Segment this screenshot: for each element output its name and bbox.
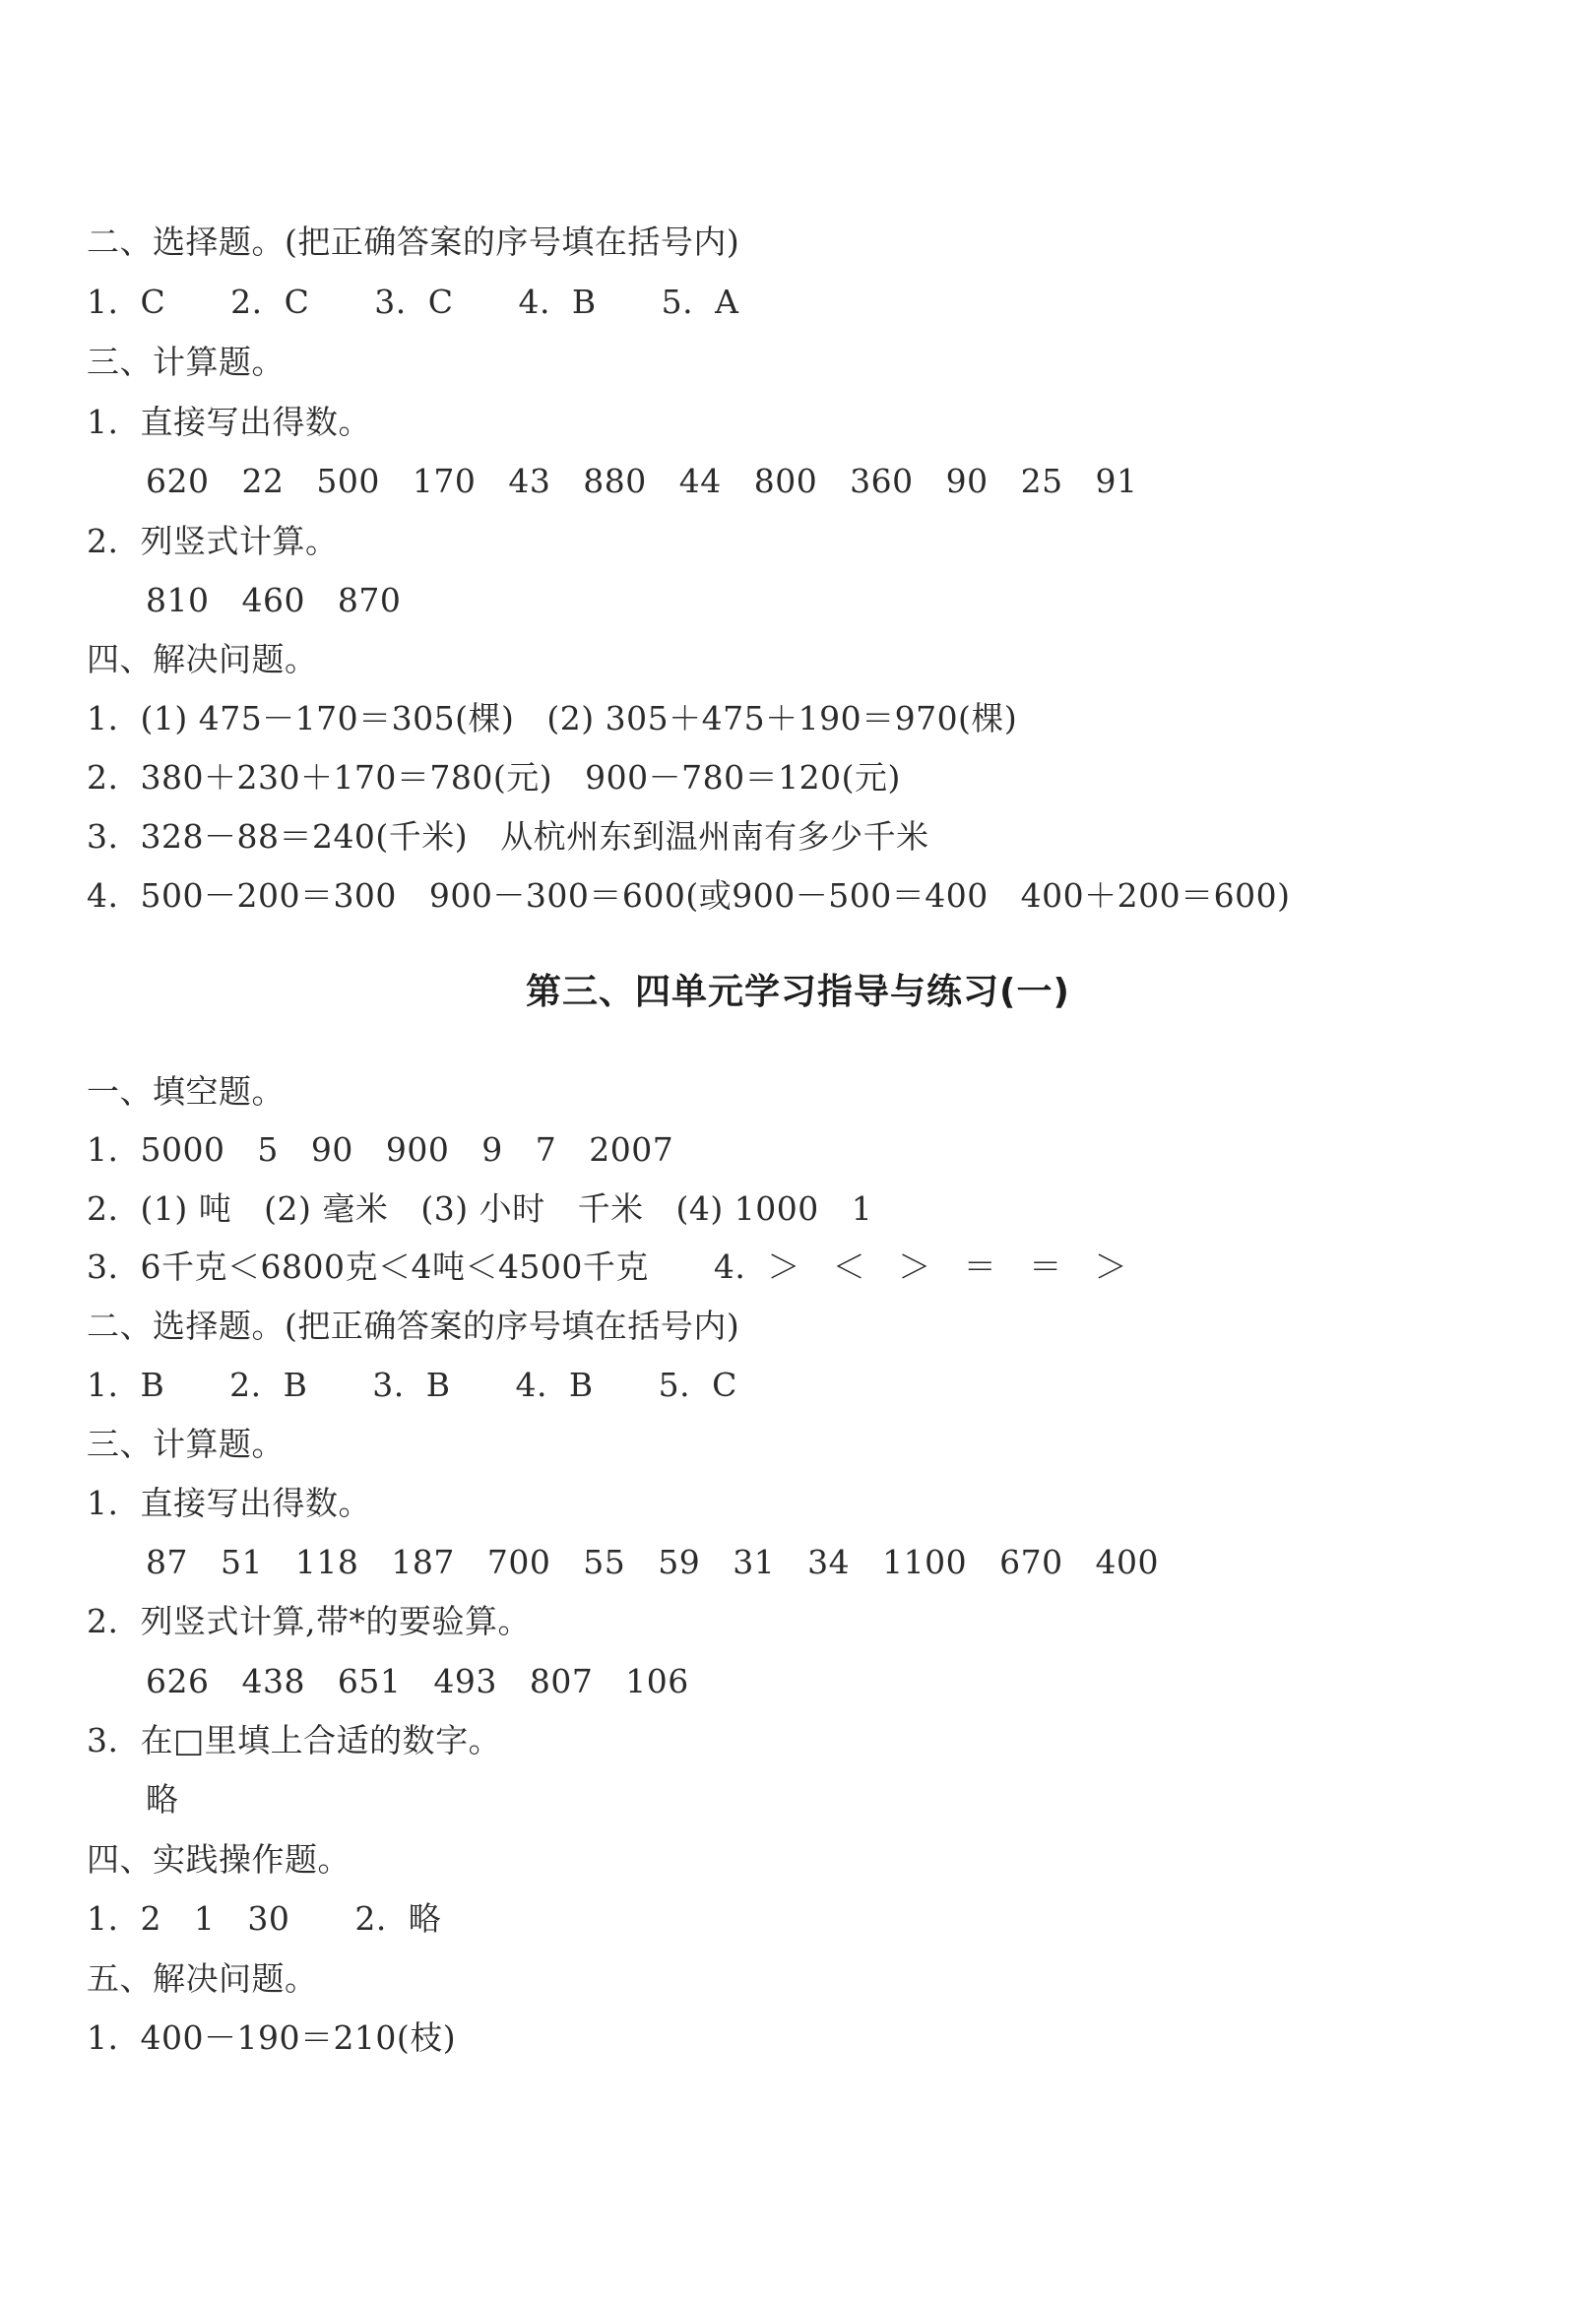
practice-answers: 1. 2 1 30 2. 略 [87,1899,442,1938]
section-heading-fill: 一、填空题。 [87,1072,285,1111]
direct-answers-values: 620 22 500 170 43 880 44 800 360 90 25 91 [146,462,1138,500]
section-heading-choice: 二、选择题。(把正确答案的序号填在括号内) [87,223,740,261]
fill-answer-1: 1. 5000 5 90 900 9 7 2007 [87,1130,674,1169]
problem-answer-4: 4. 500－200＝300 900－300＝600(或900－500＝400 400＋200＝600) [87,876,1291,915]
problem-answer-1: 1. (1) 475－170＝305(棵) (2) 305＋475＋190＝970(棵) [87,699,1018,737]
section-heading-calc: 三、计算题。 [87,1425,285,1463]
fill-answer-2: 2. (1) 吨 (2) 毫米 (3) 小时 千米 (4) 1000 1 [87,1189,873,1228]
question-vertical-calc: 2. 列竖式计算,带*的要验算。 [87,1602,531,1640]
question-vertical-calc: 2. 列竖式计算。 [87,522,339,560]
fill-digits-answer: 略 [146,1780,179,1819]
section-heading-practice: 四、实践操作题。 [87,1840,351,1879]
section-heading-choice: 二、选择题。(把正确答案的序号填在括号内) [87,1307,740,1345]
problem-answer-3: 3. 328－88＝240(千米) 从杭州东到温州南有多少千米 [87,817,929,856]
problem-answer-1: 1. 400－190＝210(枝) [87,2018,457,2057]
unit-title: 第三、四单元学习指导与练习(一) [526,972,1070,1012]
vertical-calc-values: 810 460 870 [146,581,402,619]
question-fill-digits: 3. 在□里填上合适的数字。 [87,1721,502,1759]
question-direct-answers: 1. 直接写出得数。 [87,403,371,441]
question-direct-answers: 1. 直接写出得数。 [87,1484,371,1522]
problem-answer-2: 2. 380＋230＋170＝780(元) 900－780＝120(元) [87,758,901,797]
fill-answer-3-4: 3. 6千克＜6800克＜4吨＜4500千克 4. ＞ ＜ ＞ ＝ ＝ ＞ [87,1247,1128,1286]
choice-answers: 1. B 2. B 3. B 4. B 5. C [87,1366,737,1404]
choice-answers: 1. C 2. C 3. C 4. B 5. A [87,283,739,321]
section-heading-calc: 三、计算题。 [87,343,285,381]
section-heading-problems: 五、解决问题。 [87,1959,318,1998]
section-heading-problems: 四、解决问题。 [87,640,318,678]
direct-answers-values: 87 51 118 187 700 55 59 31 34 1100 670 400 [146,1543,1160,1581]
vertical-calc-values: 626 438 651 493 807 106 [146,1662,689,1700]
